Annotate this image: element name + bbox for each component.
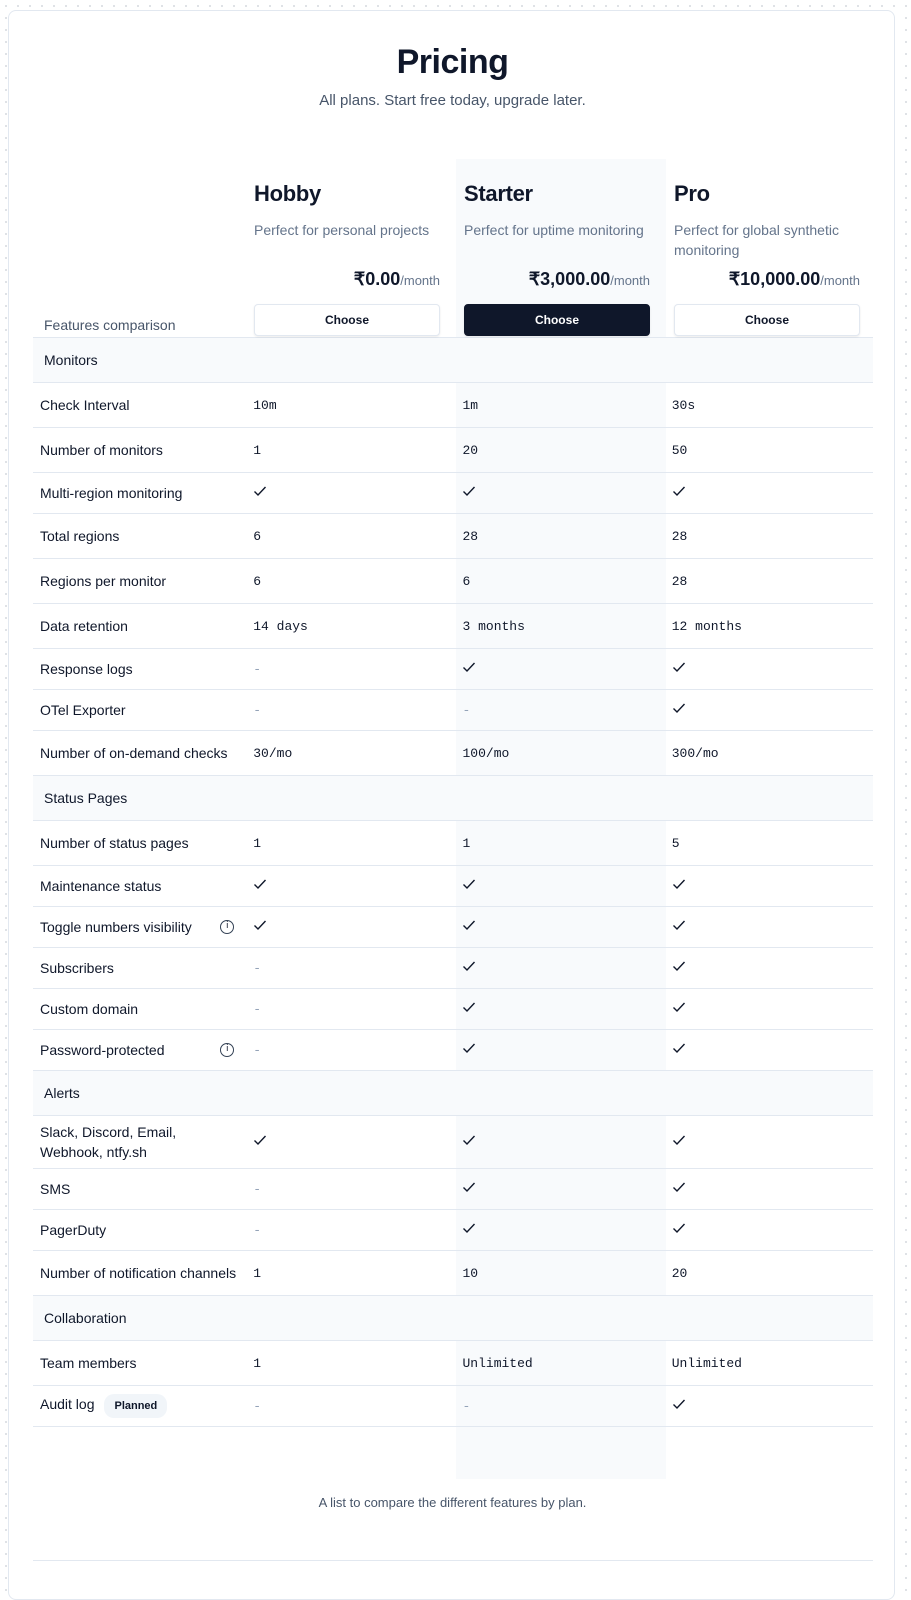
- feature-label: [33, 694, 245, 726]
- dash-value: -: [253, 661, 262, 677]
- feature-value: 1: [462, 835, 471, 851]
- plan-hobby: [246, 159, 456, 338]
- table-row: [33, 428, 873, 473]
- plan-pro: [666, 159, 876, 338]
- plan-description: Perfect for uptime monitoring: [464, 222, 644, 238]
- feature-label: [33, 870, 245, 902]
- feature-value: 28: [462, 528, 479, 544]
- feature-name: Number of monitors: [40, 442, 163, 458]
- table-row: [33, 559, 873, 604]
- feature-value: 1m: [462, 397, 479, 413]
- feature-value: 300/mo: [671, 745, 719, 761]
- check-icon: [245, 878, 454, 894]
- feature-value: 20: [671, 1265, 688, 1281]
- table-row: [33, 821, 873, 866]
- feature-label: [33, 1034, 245, 1066]
- price-amount: ₹3,000.00: [528, 269, 611, 289]
- feature-label: [33, 737, 245, 769]
- feature-name: SMS: [40, 1181, 71, 1197]
- section-title: Collaboration: [44, 1310, 127, 1326]
- feature-name: Regions per monitor: [40, 573, 167, 589]
- feature-name: Number of on-demand checks: [40, 745, 228, 761]
- feature-value: Unlimited: [462, 1355, 533, 1371]
- feature-label: [33, 1214, 245, 1246]
- table-row: [33, 907, 873, 948]
- price-amount: ₹10,000.00: [728, 269, 821, 289]
- choose-pro-button[interactable]: Choose: [674, 304, 860, 336]
- feature-value: 30s: [671, 397, 696, 413]
- table-row: [33, 1169, 873, 1210]
- feature-value: 1: [253, 835, 262, 851]
- check-icon: [454, 1001, 663, 1017]
- feature-name: Check Interval: [40, 397, 130, 413]
- check-icon: [454, 485, 663, 501]
- table-row: [33, 604, 873, 649]
- feature-value: 10m: [253, 397, 277, 413]
- table-row: [33, 383, 873, 428]
- check-icon: [245, 1134, 454, 1150]
- table-row: [33, 1116, 873, 1169]
- feature-label: [33, 1347, 245, 1379]
- check-icon: [664, 919, 873, 935]
- feature-value: 100/mo: [462, 745, 510, 761]
- feature-label: [33, 1116, 245, 1168]
- feature-name: Maintenance status: [40, 878, 162, 894]
- pricing-card: [8, 10, 895, 1600]
- table-row: [33, 731, 873, 776]
- table-row: [33, 948, 873, 989]
- price-period: /month: [610, 273, 650, 288]
- check-icon: [454, 878, 663, 894]
- check-icon: [245, 919, 454, 935]
- page-title: Pricing: [396, 43, 509, 81]
- table-caption: A list to compare the different features by plan.: [318, 1495, 587, 1510]
- feature-value: 30/mo: [253, 745, 293, 761]
- check-icon: [454, 1181, 663, 1197]
- table-row: [33, 989, 873, 1030]
- check-icon: [454, 960, 663, 976]
- feature-name: Subscribers: [40, 960, 114, 976]
- plan-name: Starter: [464, 181, 533, 206]
- feature-name: Total regions: [40, 528, 120, 544]
- plan-price: [729, 269, 860, 290]
- feature-value: 6: [253, 573, 262, 589]
- info-icon[interactable]: i: [220, 920, 234, 934]
- feature-value: 28: [671, 528, 688, 544]
- check-icon: [664, 1001, 873, 1017]
- section-title: Monitors: [44, 352, 98, 368]
- dash-value: -: [253, 1181, 262, 1197]
- feature-label: [33, 1173, 245, 1205]
- feature-name: Multi-region monitoring: [40, 485, 183, 501]
- planned-badge: Planned: [104, 1394, 167, 1418]
- feature-label: [33, 827, 245, 859]
- check-icon: [664, 1398, 873, 1414]
- feature-label: [33, 911, 245, 943]
- price-period: /month: [820, 273, 860, 288]
- feature-value: 50: [671, 442, 688, 458]
- feature-value: 28: [671, 573, 688, 589]
- feature-value: 6: [253, 528, 262, 544]
- check-icon: [454, 919, 663, 935]
- feature-value: 14 days: [253, 618, 308, 634]
- plan-price: [354, 269, 440, 290]
- section-header: [33, 776, 873, 821]
- feature-label: [33, 477, 245, 509]
- section-header: [33, 338, 873, 383]
- price-amount: ₹0.00: [353, 269, 401, 289]
- feature-name: Response logs: [40, 661, 133, 677]
- check-icon: [664, 1222, 873, 1238]
- table-row: [33, 1386, 873, 1427]
- table-row: [33, 690, 873, 731]
- check-icon: [664, 661, 873, 677]
- check-icon: [664, 1134, 873, 1150]
- features-comparison-label: Features comparison: [44, 317, 176, 333]
- table-row: [33, 1210, 873, 1251]
- feature-value: 20: [462, 442, 479, 458]
- feature-value: 12 months: [671, 618, 742, 634]
- feature-name: Toggle numbers visibility: [40, 919, 192, 935]
- table-row: [33, 866, 873, 907]
- table-row: [33, 1251, 873, 1296]
- feature-label: [33, 610, 245, 642]
- feature-label: [33, 1257, 245, 1289]
- plan-description: Perfect for global synthetic monitoring: [674, 222, 839, 258]
- feature-label: [33, 993, 245, 1025]
- table-row: [33, 1030, 873, 1071]
- feature-value: 5: [671, 835, 680, 851]
- check-icon: [664, 960, 873, 976]
- feature-label: [33, 434, 245, 466]
- section-header: [33, 1071, 873, 1116]
- plan-name: Hobby: [254, 181, 321, 206]
- check-icon: [664, 878, 873, 894]
- feature-label: [33, 520, 245, 552]
- feature-name: Data retention: [40, 618, 128, 634]
- page-subtitle: All plans. Start free today, upgrade later.: [319, 92, 586, 109]
- table-row: [33, 514, 873, 559]
- plan-starter: [456, 159, 666, 338]
- plan-price: [529, 269, 650, 290]
- features-table: [33, 338, 873, 1427]
- table-row: [33, 473, 873, 514]
- feature-value: Unlimited: [671, 1355, 742, 1371]
- dash-value: -: [253, 1001, 262, 1017]
- check-icon: [454, 1042, 663, 1058]
- feature-label: [33, 653, 245, 685]
- feature-value: 1: [253, 1355, 262, 1371]
- choose-starter-button[interactable]: Choose: [464, 304, 650, 336]
- feature-name: Number of status pages: [40, 835, 189, 851]
- feature-value: 3 months: [462, 618, 525, 634]
- feature-name: Team members: [40, 1355, 137, 1371]
- feature-name: Custom domain: [40, 1001, 139, 1017]
- feature-name: OTel Exporter: [40, 702, 126, 718]
- feature-label: [33, 1388, 245, 1424]
- check-icon: [664, 1181, 873, 1197]
- feature-value: 6: [462, 573, 471, 589]
- check-icon: [664, 702, 873, 718]
- feature-value: 1: [253, 442, 262, 458]
- feature-name: Number of notification channels: [40, 1265, 237, 1281]
- plan-name: Pro: [674, 181, 710, 206]
- dash-value: -: [253, 1222, 262, 1238]
- dash-value: -: [253, 1042, 262, 1058]
- check-icon: [664, 485, 873, 501]
- check-icon: [454, 1134, 663, 1150]
- feature-name: Slack, Discord, Email, Webhook, ntfy.sh: [40, 1124, 177, 1160]
- check-icon: [454, 1222, 663, 1238]
- feature-value: 1: [253, 1265, 262, 1281]
- feature-label: [33, 565, 245, 597]
- check-icon: [664, 1042, 873, 1058]
- check-icon: [454, 661, 663, 677]
- feature-name: Audit log: [40, 1396, 95, 1412]
- feature-label: [33, 389, 245, 421]
- choose-hobby-button[interactable]: Choose: [254, 304, 440, 336]
- section-title: Alerts: [44, 1085, 80, 1101]
- table-row: [33, 649, 873, 690]
- plan-description: Perfect for personal projects: [254, 222, 430, 238]
- feature-name: PagerDuty: [40, 1222, 107, 1238]
- table-row: [33, 1341, 873, 1386]
- dash-value: -: [462, 702, 471, 718]
- dash-value: -: [253, 702, 262, 718]
- section-title: Status Pages: [44, 790, 128, 806]
- divider: [33, 1560, 873, 1561]
- section-header: [33, 1296, 873, 1341]
- dash-value: -: [253, 1398, 262, 1414]
- dash-value: -: [253, 960, 262, 976]
- check-icon: [245, 485, 454, 501]
- feature-label: [33, 952, 245, 984]
- info-icon[interactable]: i: [220, 1043, 234, 1057]
- feature-name: Password-protected: [40, 1042, 165, 1058]
- feature-value: 10: [462, 1265, 479, 1281]
- price-period: /month: [400, 273, 440, 288]
- plans-header: [33, 159, 873, 338]
- dash-value: -: [462, 1398, 471, 1414]
